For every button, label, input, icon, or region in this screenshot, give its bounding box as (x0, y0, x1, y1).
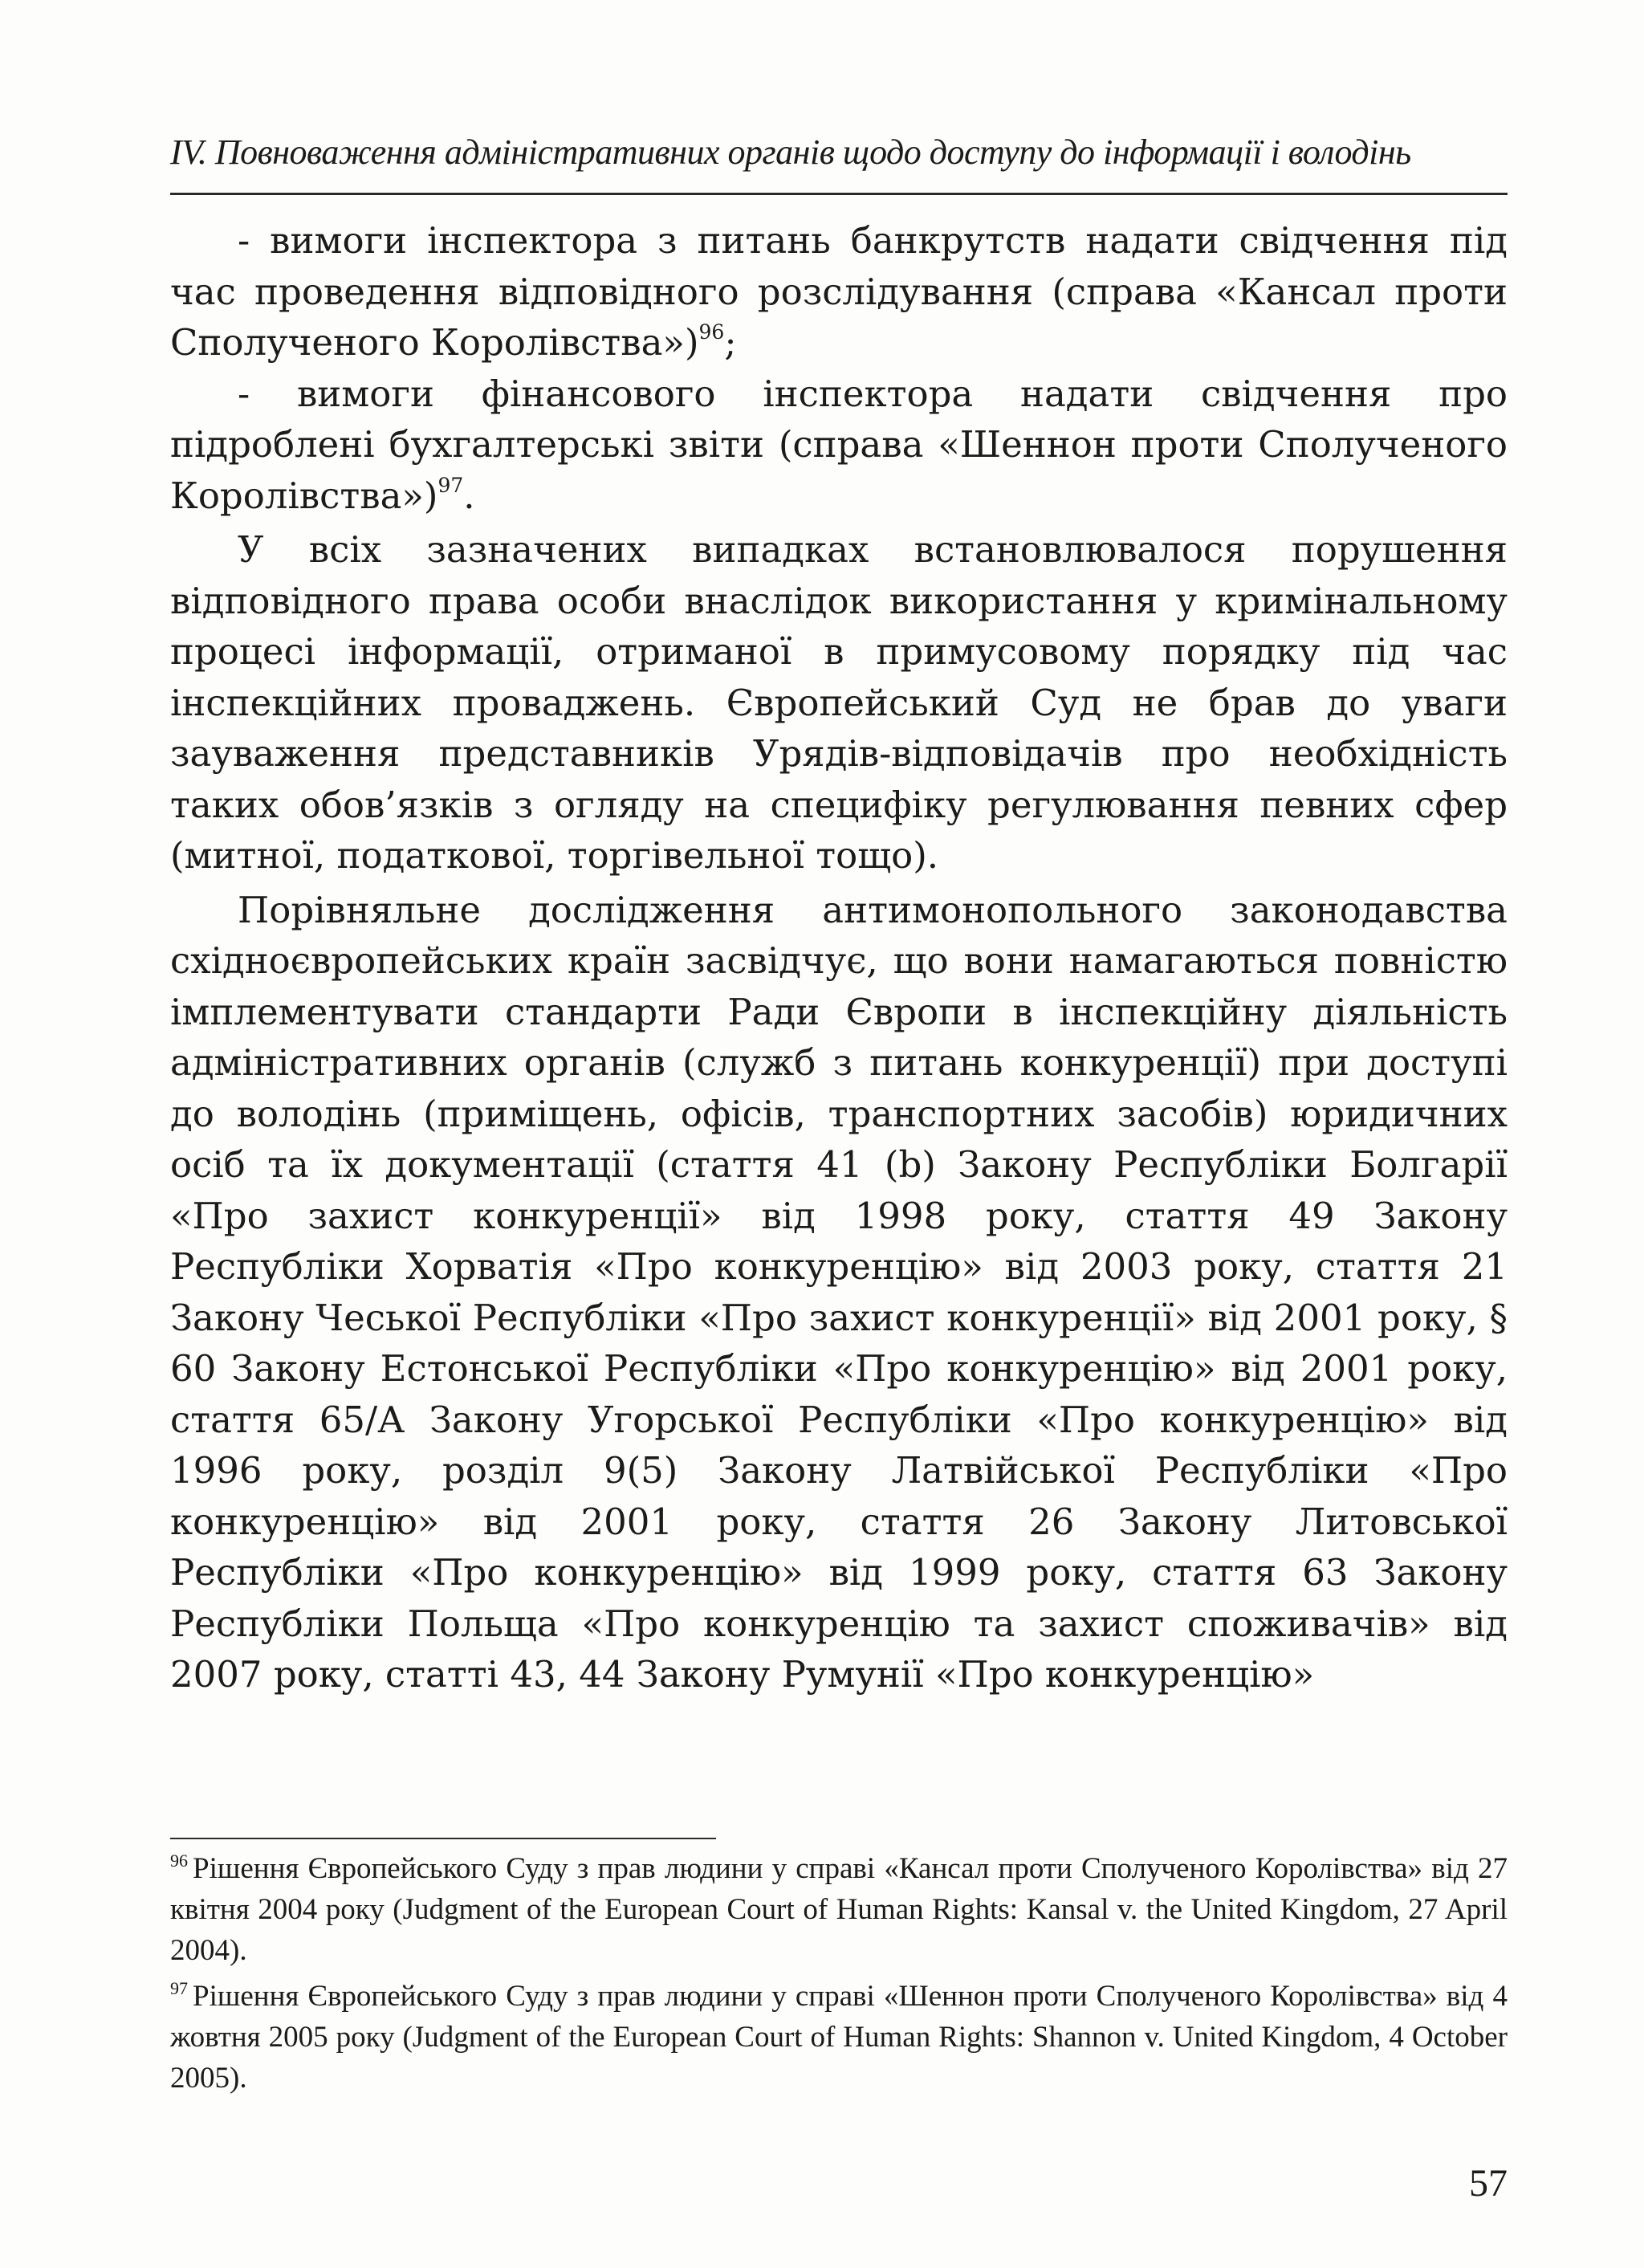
paragraph-end: ; (724, 321, 737, 364)
running-header: IV. Повноваження адміністративних органів щодо доступу до інформації і володінь (170, 132, 1411, 172)
paragraph-end: . (463, 474, 475, 517)
footnote-text: Рішення Європейського Суду з прав людини у справі «Шеннон проти Сполученого Королівства» від 4 жовтня 2005 року (Judgment of the European Court of Human Rights: Shannon v. United Kingdom, 4 October 2005). (170, 1980, 1508, 2095)
paragraph-bankruptcy-inspector (170, 215, 1508, 368)
footnote-ref-97[interactable]: 97 (437, 473, 464, 497)
footnote-number: 96 (170, 1851, 188, 1871)
paragraph-text: - вимоги інспектора з питань банкрутств надати свідчення під час проведення відповідного розслідування (справа «Кансал проти Сполученого Королівства») (170, 219, 1508, 364)
paragraph-comparative-study: Порівняльне дослідження антимонопольного законодавства східноєвропейських країн засвідчує, що вони намагаються повністю імплементувати стандарти Ради Європи в інспекційну діяльність адміністративних органів (служб з питань конкуренції) при доступі до володінь (приміщень, офісів, транспортних засобів) юридичних осіб та їх документації (стаття 41 (b) Закону Республіки Болгарії «Про захист конкуренції» від 1998 року, стаття 49 Закону Республіки Хорватія «Про конкуренцію» від 2003 року, стаття 21 Закону Чеської Республіки «Про захист конкуренції» від 2001 року, § 60 Закону Естонської Республіки «Про конкуренцію» від 2001 року, стаття 65/А Закону Угорської Республіки «Про конкуренцію» від 1996 року, розділ 9(5) Закону Латвійської Республіки «Про конкуренцію» від 2001 року, стаття 26 Закону Литовської Республіки «Про конкуренцію» від 1999 року, стаття 63 Закону Республіки Польща «Про конкуренцію та захист споживачів» від 2007 року, статті 43, 44 Закону Румунії «Про конкуренцію» (170, 888, 1508, 1696)
footnotes-section (170, 1848, 1508, 2103)
main-text (170, 215, 1508, 1704)
footnote-number: 97 (170, 1978, 188, 1998)
footnote-divider (170, 1838, 716, 1839)
footnote-ref-96[interactable]: 96 (698, 320, 725, 344)
paragraph-violations: У всіх зазначених випадках встановлювалося порушення відповідного права особи внаслідок використання у кримінальному процесі інформації, отриманої в примусовому порядку під час інспекційних проваджень. Європейський Суд не брав до уваги зауваження представників Урядів-відповідачів про необхідність таких обов’язків з огляду на специфіку регулювання певних сфер (митної, податкової, торгівельної тощо). (170, 528, 1508, 877)
paragraph-financial-inspector (170, 368, 1508, 522)
page-number: 57 (1469, 2162, 1508, 2205)
paragraph-text: - вимоги фінансового інспектора надати свідчення про підроблені бухгалтерські звіти (справа «Шеннон проти Сполученого Королівства») (170, 372, 1508, 517)
footnote-97 (170, 1976, 1508, 2099)
footnote-96 (170, 1848, 1508, 1971)
footnote-text: Рішення Європейського Суду з прав людини у справі «Кансал проти Сполученого Королівства» від 27 квітня 2004 року (Judgment of the European Court of Human Rights: Kansal v. the United Kingdom, 27 April 2004). (170, 1852, 1508, 1967)
header-divider (170, 193, 1508, 195)
